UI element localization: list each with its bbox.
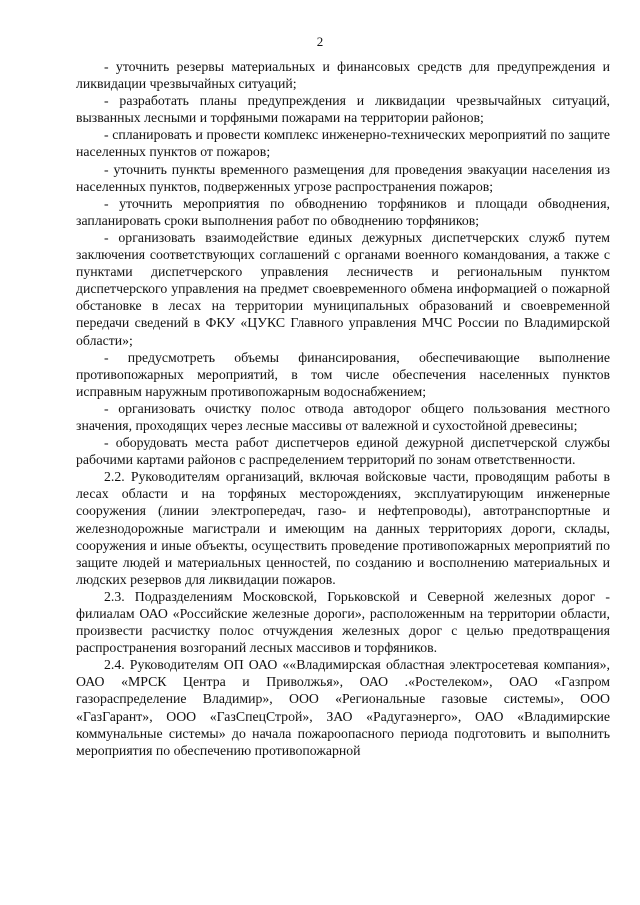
paragraph-2-4: 2.4. Руководителям ОП ОАО ««Владимирская областная электросетевая компания», ОАО «МРСК Центра и Приволжья», ОАО .«Ростелеком», ОАО «Газпром газораспределение Владимир», ООО «Региональные газовые системы», ООО «ГазГарант», ООО «ГазСпецСтрой», ЗАО «Радугаэнерго», ОАО «Владимирские коммунальные системы» до начала пожароопасного периода подготовить и выполнить мероприятия по обеспечению противопожарной [76,657,610,758]
paragraph-dispatch-maps: - оборудовать места работ диспетчеров единой дежурной диспетчерской службы рабочими картами районов с распределением территорий по зонам ответственности. [76,435,610,468]
paragraph-peat-watering: - уточнить мероприятия по обводнению торфяников и площади обводнения, запланировать сроки выполнения работ по обводнению торфяников; [76,195,610,228]
paragraph-reserves: - уточнить резервы материальных и финансовых средств для предупреждения и ликвидации чрезвычайных ситуаций; [76,59,610,92]
page-number: 2 [316,34,324,49]
paragraph-evacuation-points: - уточнить пункты временного размещения для проведения эвакуации населения из населенных пунктов, подверженных угрозе распространения пожаров; [76,161,610,194]
paragraph-financing: - предусмотреть объемы финансирования, обеспечивающие выполнение противопожарных мероприятий, в том числе обеспечения населенных пунктов исправным наружным противопожарным водоснабжением; [76,349,610,399]
paragraph-road-clearing: - организовать очистку полос отвода автодорог общего пользования местного значения, проходящих через лесные массивы от валежной и сухостойной древесины; [76,400,610,433]
document-body [76,58,610,759]
paragraph-2-3: 2.3. Подразделениям Московской, Горьковской и Северной железных дорог - филиалам ОАО «Российские железные дороги», расположенным на территории области, произвести расчистку полос отчуждения железных дорог с целью предотвращения распространения возгораний лесных массивов и торфяников. [76,588,610,656]
paragraph-emergency-plans: - разработать планы предупреждения и ликвидации чрезвычайных ситуаций, вызванных лесными и торфяными пожарами на территории районов; [76,93,610,126]
paragraph-dispatch-interaction: - организовать взаимодействие единых дежурных диспетчерских служб путем заключения соответствующих соглашений с органами военного командования, а также с пунктами диспетчерского управления лесничеств и региональным пунктом диспетчерского управления на предмет своевременного обмена информацией о пожарной обстановке в лесах на территории муниципальных образований и своевременной передачи сведений в ФКУ «ЦУКС Главного управления МЧС России по Владимирской области»; [76,229,610,348]
paragraph-engineering-measures: - спланировать и провести комплекс инженерно-технических мероприятий по защите населенных пунктов от пожаров; [76,127,610,160]
paragraph-2-2: 2.2. Руководителям организаций, включая войсковые части, проводящим работы в лесах области и на торфяных месторождениях, эксплуатирующим инженерные сооружения (линии электропередач, газо- и нефтепроводы), автотранспортные и железнодорожные магистрали и имеющим на данных территориях дороги, склады, сооружения и иные объекты, осуществить проведение противопожарных мероприятий по защите людей и материальных ценностей, по созданию и восполнению материальных и людских резервов для ликвидации пожаров. [76,469,610,587]
